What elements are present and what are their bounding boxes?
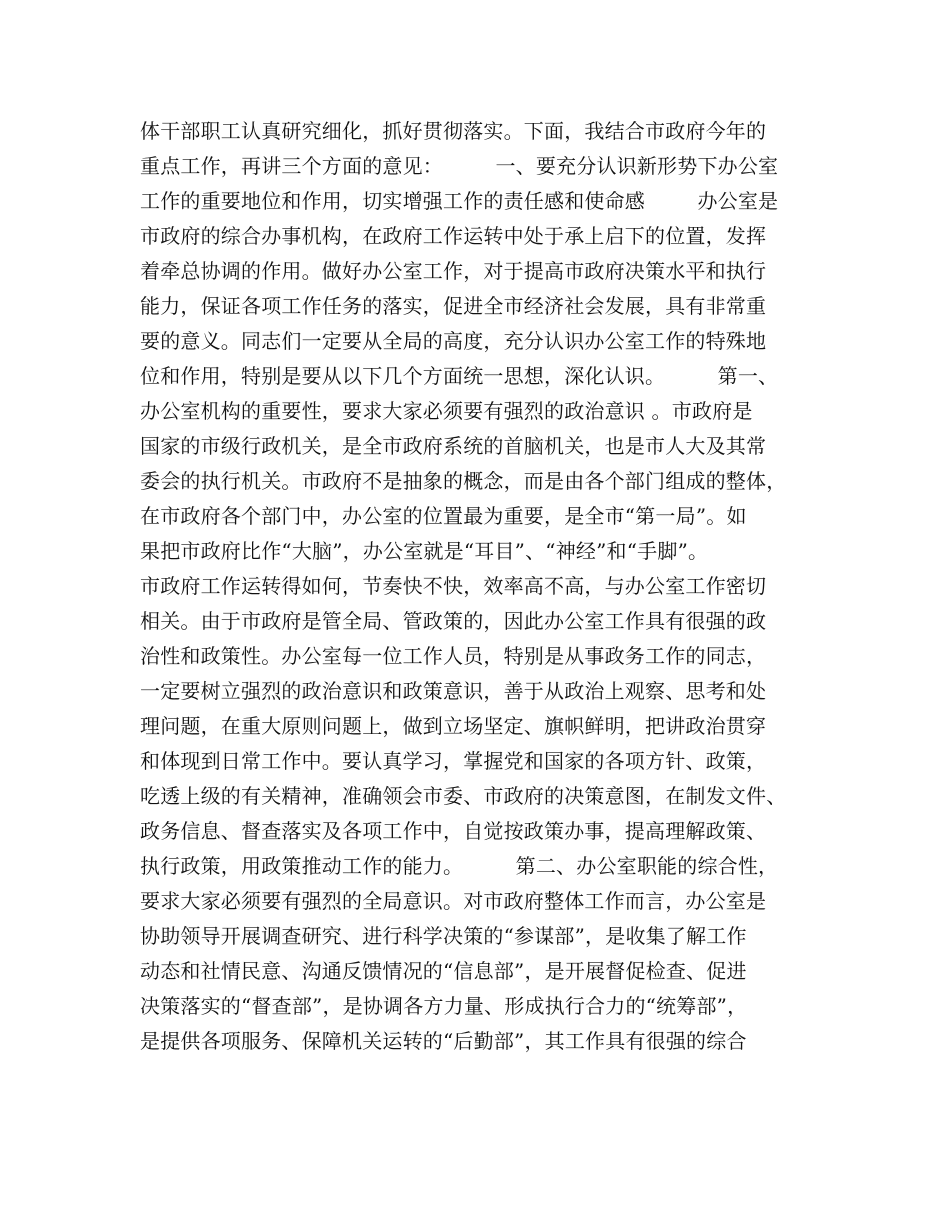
text-line: 委会的执行机关。市政府不是抽象的概念，而是由各个部门组成的整体， (140, 469, 787, 493)
text-line: 理问题，在重大原则问题上，做到立场坚定、旗帜鲜明，把讲政治贯穿 (140, 714, 767, 738)
body-text (140, 114, 840, 1059)
text-line: 协助领导开展调查研究、进行科学决策的“参谋部”，是收集了解工作 (140, 924, 747, 948)
text-line: 市政府工作运转得如何，节奏快不快，效率高不高，与办公室工作密切 (140, 574, 767, 598)
text-line: 是提供各项服务、保障机关运转的“后勤部”，其工作具有很强的综合 (140, 1029, 747, 1053)
text-line: 能力，保证各项工作任务的落实，促进全市经济社会发展，具有非常重 (140, 294, 767, 318)
text-line: 市政府的综合办事机构，在政府工作运转中处于承上启下的位置，发挥 (140, 224, 767, 248)
text-line: 相关。由于市政府是管全局、管政策的，因此办公室工作具有很强的政 (140, 609, 767, 633)
text-line: 政务信息、督查落实及各项工作中，自觉按政策办事，提高理解政策、 (140, 819, 767, 843)
text-line: 国家的市级行政机关，是全市政府系统的首脑机关，也是市人大及其常 (140, 434, 767, 458)
text-line: 工作的重要地位和作用，切实增强工作的责任感和使命感 办公室是 (140, 189, 779, 213)
text-line: 在市政府各个部门中，办公室的位置最为重要，是全市“第一局”。如 (140, 504, 747, 528)
text-line: 治性和政策性。办公室每一位工作人员，特别是从事政务工作的同志， (140, 644, 767, 668)
text-line: 和体现到日常工作中。要认真学习，掌握党和国家的各项方针、政策， (140, 749, 767, 773)
text-line: 位和作用，特别是要从以下几个方面统一思想，深化认识。 第一、 (140, 364, 779, 388)
text-line: 动态和社情民意、沟通反馈情况的“信息部”，是开展督促检查、促进 (140, 959, 747, 983)
text-line: 执行政策，用政策推动工作的能力。 第二、办公室职能的综合性， (140, 854, 779, 878)
text-line: 要求大家必须要有强烈的全局意识。对市政府整体工作而言，办公室是 (140, 889, 767, 913)
text-line: 果把市政府比作“大脑”，办公室就是“耳目”、“神经”和“手脚”。 (140, 539, 709, 563)
text-line: 着牵总协调的作用。做好办公室工作，对于提高市政府决策水平和执行 (140, 259, 767, 283)
text-line: 体干部职工认真研究细化，抓好贯彻落实。下面，我结合市政府今年的 (140, 119, 767, 143)
text-line: 重点工作，再讲三个方面的意见： 一、要充分认识新形势下办公室 (140, 154, 779, 178)
text-line: 吃透上级的有关精神，准确领会市委、市政府的决策意图，在制发文件、 (140, 784, 787, 808)
text-line: 办公室机构的重要性，要求大家必须要有强烈的政治意识 。市政府是 (140, 399, 753, 423)
text-line: 决策落实的“督查部”，是协调各方力量、形成执行合力的“统筹部”， (140, 994, 748, 1018)
text-line: 一定要树立强烈的政治意识和政策意识，善于从政治上观察、思考和处 (140, 679, 767, 703)
text-line: 要的意义。同志们一定要从全局的高度，充分认识办公室工作的特殊地 (140, 329, 767, 353)
